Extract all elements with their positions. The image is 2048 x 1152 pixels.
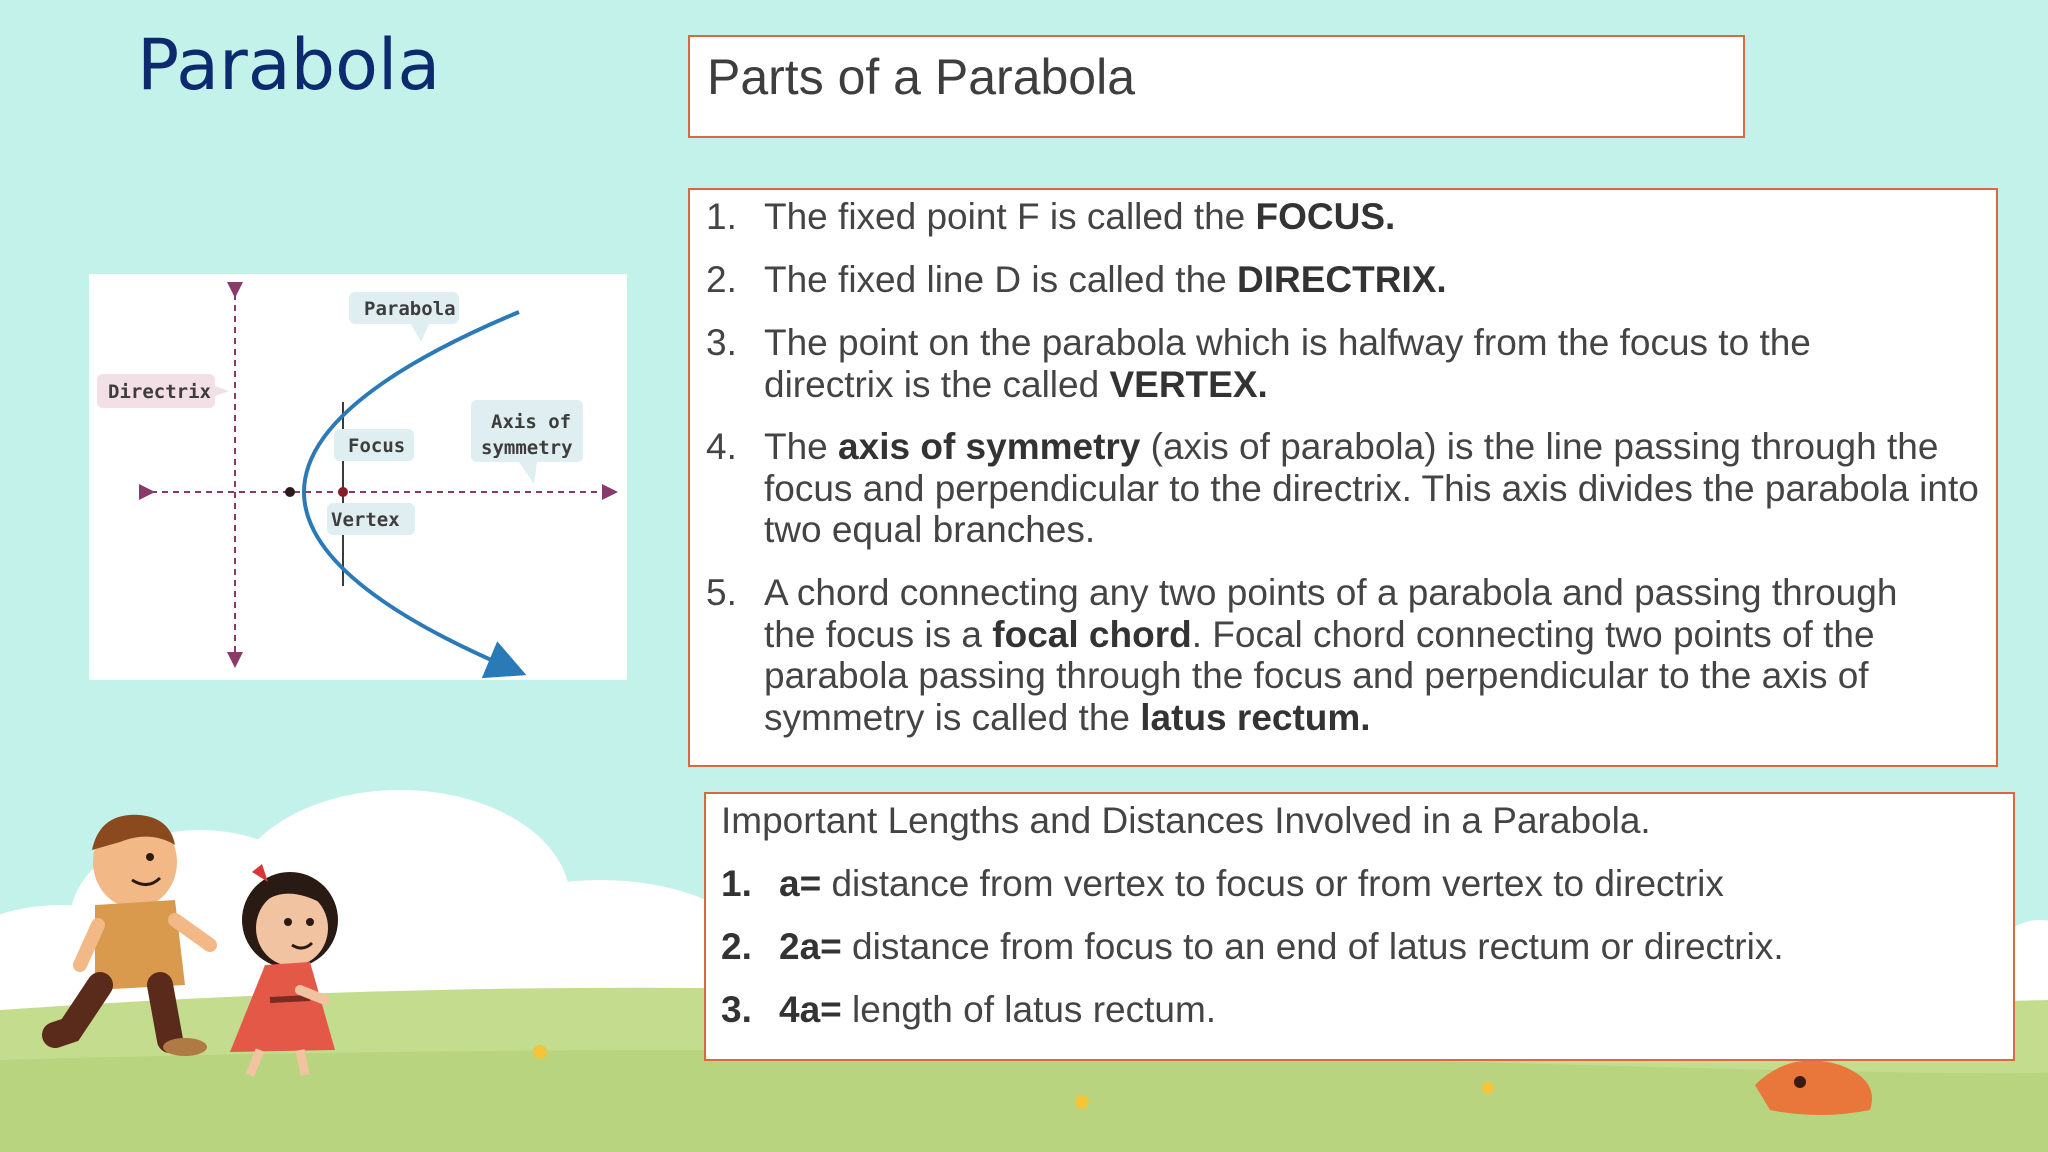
list-number: 1.: [706, 196, 737, 237]
list-text: (axis of parabola) is the line passing through the focus and perpendicular to the directrix. This axis divides the parabola into two equal branches.: [764, 426, 1979, 550]
list-text: The fixed line D is called the: [764, 259, 1238, 300]
label-focus: [334, 429, 414, 461]
parts-list-box: [688, 188, 1998, 767]
list-bold: a=: [779, 863, 822, 904]
list-text: The fixed point F is called the: [764, 196, 1256, 237]
list-number: 4.: [706, 426, 737, 467]
list-number: 2.: [721, 926, 752, 967]
list-item: [721, 989, 2009, 1031]
list-item: [721, 926, 2009, 968]
list-bold: latus rectum.: [1140, 696, 1371, 738]
focus-point: [338, 487, 348, 497]
list-text: The point on the parabola which is halfway from the focus to the directrix is the called: [764, 322, 1811, 405]
list-number: 3.: [721, 989, 752, 1030]
parabola-label: Parabola: [364, 298, 456, 320]
list-text: distance from vertex to focus or from vertex to directrix: [821, 863, 1724, 904]
lengths-heading: Important Lengths and Distances Involved in a Parabola.: [721, 800, 1651, 841]
list-item: [721, 863, 2009, 905]
list-bold: FOCUS.: [1255, 196, 1396, 237]
parabola-diagram-svg: [89, 274, 627, 680]
list-text: A chord connecting any two points of a parabola and passing through the focus is a: [764, 572, 1898, 655]
list-item: [706, 259, 1989, 301]
list-number: 1.: [721, 863, 752, 904]
list-text: distance from focus to an end of latus rectum or directrix.: [841, 926, 1784, 967]
label-vertex: [327, 503, 415, 535]
focus-label: Focus: [348, 435, 406, 457]
list-item: [706, 426, 1996, 551]
heading-text: Parts of a Parabola: [707, 49, 1136, 105]
vertex-point: [285, 487, 295, 497]
vertex-label: Vertex: [331, 509, 400, 531]
list-text: The: [764, 426, 839, 467]
list-bold: 4a=: [779, 989, 842, 1030]
axis-label-line1: Axis of: [491, 411, 572, 433]
list-bold: 2a=: [779, 926, 842, 967]
list-bold: focal chord: [992, 613, 1192, 655]
list-number: 3.: [706, 322, 737, 363]
list-bold: DIRECTRIX.: [1237, 259, 1447, 300]
directrix-label: Directrix: [108, 381, 211, 403]
list-text: . Focal chord connecting two points of the parabola passing through the focus and perpendicular to the axis of symmetry is called the: [764, 613, 1875, 738]
list-item: [706, 572, 1924, 738]
parabola-diagram: [89, 274, 627, 680]
slide-title: Parabola: [137, 24, 441, 106]
list-number: 2.: [706, 259, 737, 300]
list-number: 5.: [706, 572, 737, 613]
heading-box: [688, 35, 1745, 138]
label-parabola: [349, 292, 459, 342]
list-bold: VERTEX.: [1109, 363, 1268, 405]
list-bold: axis of symmetry: [838, 426, 1141, 467]
list-item: [706, 322, 1894, 405]
lengths-box: [704, 792, 2015, 1061]
list-text: length of latus rectum.: [841, 989, 1217, 1030]
label-axis: [471, 400, 583, 484]
axis-label-line2: symmetry: [481, 437, 573, 459]
list-item: [706, 196, 1989, 238]
label-directrix: [97, 374, 229, 408]
